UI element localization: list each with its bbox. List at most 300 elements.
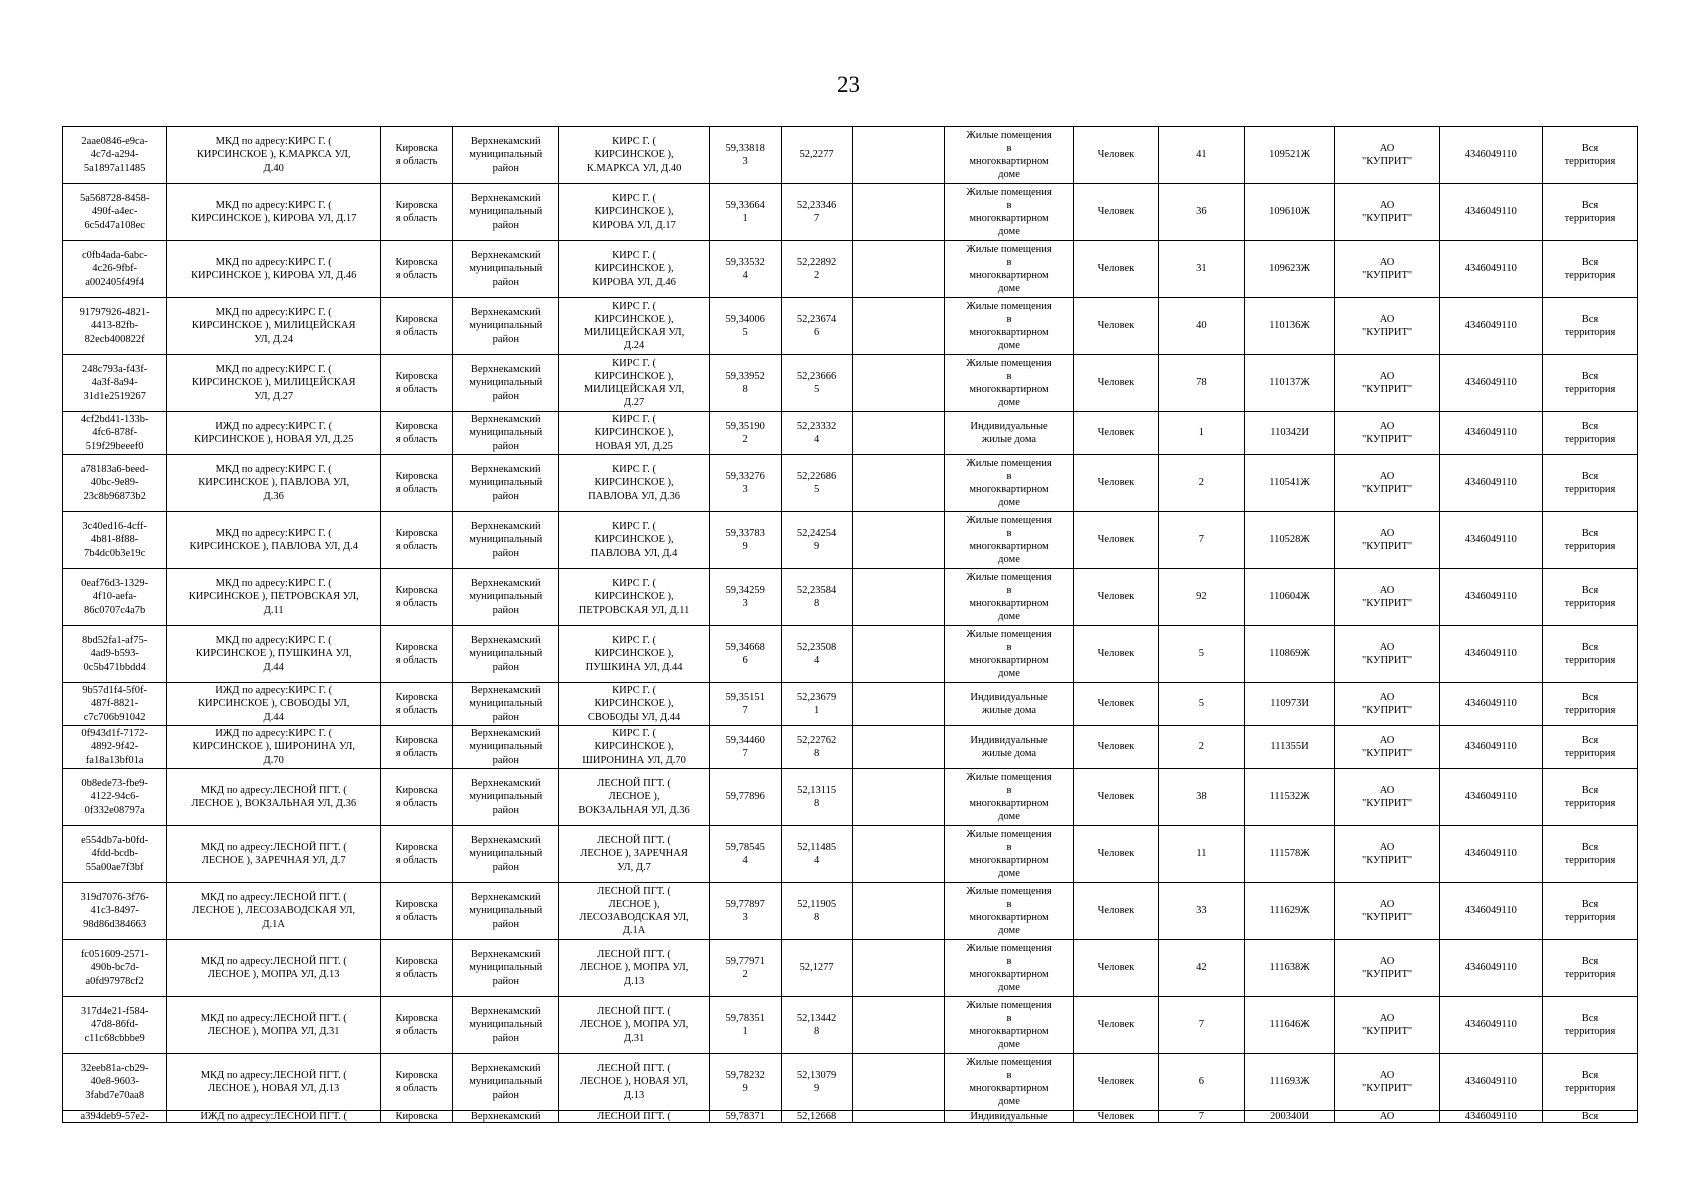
empty-cell — [852, 569, 945, 626]
organization-cell: АО "КУПРИТ" — [1335, 569, 1439, 626]
empty-cell — [852, 683, 945, 726]
object-name-cell: ИЖД по адресу:КИРС Г. ( КИРСИНСКОЕ ), ШИРОНИНА УЛ, Д.70 — [167, 726, 381, 769]
latitude-cell: 59,77897 3 — [709, 883, 781, 940]
count-cell: 2 — [1159, 726, 1245, 769]
latitude-cell: 59,34460 7 — [709, 726, 781, 769]
object-name-cell: МКД по адресу:КИРС Г. ( КИРСИНСКОЕ ), ПАВЛОВА УЛ, Д.36 — [167, 455, 381, 512]
object-id-cell: 32eeb81a-cb29- 40e8-9603- 3fabd7e70aa8 — [63, 1054, 167, 1111]
object-name-cell: МКД по адресу:КИРС Г. ( КИРСИНСКОЕ ), МИЛИЦЕЙСКАЯ УЛ, Д.24 — [167, 298, 381, 355]
address-cell: ЛЕСНОЙ ПГТ. ( ЛЕСНОЕ ), НОВАЯ УЛ, Д.13 — [559, 1054, 709, 1111]
territory-cell: Вся территория — [1542, 726, 1637, 769]
district-cell: Верхнекамский муниципальный район — [453, 940, 559, 997]
unit-cell: Человек — [1073, 412, 1159, 455]
object-name-cell: ИЖД по адресу:КИРС Г. ( КИРСИНСКОЕ ), НОВАЯ УЛ, Д.25 — [167, 412, 381, 455]
region-cell: Кировска я область — [381, 412, 453, 455]
object-name-cell: МКД по адресу:ЛЕСНОЙ ПГТ. ( ЛЕСНОЕ ), МОПРА УЛ, Д.13 — [167, 940, 381, 997]
region-cell: Кировска я область — [381, 298, 453, 355]
district-cell: Верхнекамский муниципальный район — [453, 1054, 559, 1111]
district-cell: Верхнекамский муниципальный район — [453, 241, 559, 298]
longitude-cell: 52,13115 8 — [781, 769, 852, 826]
empty-cell — [852, 455, 945, 512]
object-type-cell: Жилые помещения в многоквартирном доме — [945, 241, 1073, 298]
district-cell: Верхнекамский муниципальный район — [453, 883, 559, 940]
empty-cell — [852, 412, 945, 455]
object-id-cell: 2aae0846-e9ca- 4c7d-a294- 5a1897a11485 — [63, 127, 167, 184]
longitude-cell: 52,11485 4 — [781, 826, 852, 883]
object-name-cell: МКД по адресу:ЛЕСНОЙ ПГТ. ( ЛЕСНОЕ ), МОПРА УЛ, Д.31 — [167, 997, 381, 1054]
territory-cell: Вся территория — [1542, 512, 1637, 569]
registry-table — [62, 126, 1638, 1123]
page-number: 23 — [837, 72, 860, 97]
empty-cell — [852, 298, 945, 355]
territory-cell: Вся территория — [1542, 569, 1637, 626]
object-type-cell: Жилые помещения в многоквартирном доме — [945, 940, 1073, 997]
object-id-cell: a78183a6-beed- 40bc-9e89- 23c8b96873b2 — [63, 455, 167, 512]
latitude-cell: 59,34259 3 — [709, 569, 781, 626]
count-cell: 38 — [1159, 769, 1245, 826]
territory-cell: Вся территория — [1542, 940, 1637, 997]
table-row — [63, 512, 1638, 569]
object-id-cell: 319d7076-3f76- 41c3-8497- 98d86d384663 — [63, 883, 167, 940]
code-cell: 111638Ж — [1244, 940, 1335, 997]
inn-cell: 4346049110 — [1439, 826, 1542, 883]
code-cell: 111578Ж — [1244, 826, 1335, 883]
longitude-cell: 52,11905 8 — [781, 883, 852, 940]
count-cell: 7 — [1159, 1111, 1245, 1123]
inn-cell: 4346049110 — [1439, 1054, 1542, 1111]
district-cell: Верхнекамский муниципальный район — [453, 569, 559, 626]
unit-cell: Человек — [1073, 683, 1159, 726]
object-type-cell: Индивидуальные жилые дома — [945, 726, 1073, 769]
longitude-cell: 52,23584 8 — [781, 569, 852, 626]
object-type-cell: Индивидуальные жилые дома — [945, 683, 1073, 726]
unit-cell: Человек — [1073, 1111, 1159, 1123]
count-cell: 92 — [1159, 569, 1245, 626]
table-row — [63, 298, 1638, 355]
inn-cell: 4346049110 — [1439, 412, 1542, 455]
region-cell: Кировска я область — [381, 826, 453, 883]
table-row — [63, 412, 1638, 455]
empty-cell — [852, 826, 945, 883]
code-cell: 111693Ж — [1244, 1054, 1335, 1111]
district-cell: Верхнекамский муниципальный район — [453, 826, 559, 883]
object-id-cell: 0b8ede73-fbe9- 4122-94c6- 0f332e08797a — [63, 769, 167, 826]
table-row — [63, 455, 1638, 512]
organization-cell: АО — [1335, 1111, 1439, 1123]
object-id-cell: 4cf2bd41-133b- 4fc6-878f- 519f29beeef0 — [63, 412, 167, 455]
longitude-cell: 52,24254 9 — [781, 512, 852, 569]
organization-cell: АО "КУПРИТ" — [1335, 726, 1439, 769]
longitude-cell: 52,22892 2 — [781, 241, 852, 298]
unit-cell: Человек — [1073, 997, 1159, 1054]
code-cell: 111532Ж — [1244, 769, 1335, 826]
empty-cell — [852, 626, 945, 683]
count-cell: 5 — [1159, 683, 1245, 726]
empty-cell — [852, 997, 945, 1054]
count-cell: 36 — [1159, 184, 1245, 241]
object-id-cell: 8bd52fa1-af75- 4ad9-b593- 0c5b471bbdd4 — [63, 626, 167, 683]
code-cell: 110136Ж — [1244, 298, 1335, 355]
table-row — [63, 127, 1638, 184]
organization-cell: АО "КУПРИТ" — [1335, 412, 1439, 455]
object-type-cell: Жилые помещения в многоквартирном доме — [945, 1054, 1073, 1111]
region-cell: Кировска я область — [381, 241, 453, 298]
inn-cell: 4346049110 — [1439, 883, 1542, 940]
unit-cell: Человек — [1073, 355, 1159, 412]
count-cell: 31 — [1159, 241, 1245, 298]
count-cell: 41 — [1159, 127, 1245, 184]
territory-cell: Вся — [1542, 1111, 1637, 1123]
inn-cell: 4346049110 — [1439, 569, 1542, 626]
organization-cell: АО "КУПРИТ" — [1335, 455, 1439, 512]
object-name-cell: МКД по адресу:КИРС Г. ( КИРСИНСКОЕ ), МИЛИЦЕЙСКАЯ УЛ, Д.27 — [167, 355, 381, 412]
address-cell: ЛЕСНОЙ ПГТ. ( ЛЕСНОЕ ), ЛЕСОЗАВОДСКАЯ УЛ, Д.1А — [559, 883, 709, 940]
object-name-cell: МКД по адресу:КИРС Г. ( КИРСИНСКОЕ ), КИРОВА УЛ, Д.17 — [167, 184, 381, 241]
table-row — [63, 569, 1638, 626]
address-cell: ЛЕСНОЙ ПГТ. ( ЛЕСНОЕ ), ЗАРЕЧНАЯ УЛ, Д.7 — [559, 826, 709, 883]
object-name-cell: ИЖД по адресу:КИРС Г. ( КИРСИНСКОЕ ), СВОБОДЫ УЛ, Д.44 — [167, 683, 381, 726]
district-cell: Верхнекамский муниципальный район — [453, 355, 559, 412]
region-cell: Кировска я область — [381, 683, 453, 726]
address-cell: КИРС Г. ( КИРСИНСКОЕ ), ШИРОНИНА УЛ, Д.70 — [559, 726, 709, 769]
district-cell: Верхнекамский муниципальный район — [453, 455, 559, 512]
object-type-cell: Жилые помещения в многоквартирном доме — [945, 997, 1073, 1054]
code-cell: 110973И — [1244, 683, 1335, 726]
territory-cell: Вся территория — [1542, 1054, 1637, 1111]
region-cell: Кировска я область — [381, 726, 453, 769]
region-cell: Кировска я область — [381, 184, 453, 241]
inn-cell: 4346049110 — [1439, 184, 1542, 241]
longitude-cell: 52,22686 5 — [781, 455, 852, 512]
region-cell: Кировска я область — [381, 455, 453, 512]
latitude-cell: 59,34006 5 — [709, 298, 781, 355]
longitude-cell: 52,23674 6 — [781, 298, 852, 355]
unit-cell: Человек — [1073, 298, 1159, 355]
empty-cell — [852, 726, 945, 769]
district-cell: Верхнекамский муниципальный район — [453, 626, 559, 683]
district-cell: Верхнекамский муниципальный район — [453, 512, 559, 569]
longitude-cell: 52,13079 9 — [781, 1054, 852, 1111]
region-cell: Кировска я область — [381, 569, 453, 626]
address-cell: КИРС Г. ( КИРСИНСКОЕ ), ПУШКИНА УЛ, Д.44 — [559, 626, 709, 683]
table-row — [63, 184, 1638, 241]
territory-cell: Вся территория — [1542, 184, 1637, 241]
code-cell: 110137Ж — [1244, 355, 1335, 412]
object-type-cell: Жилые помещения в многоквартирном доме — [945, 769, 1073, 826]
count-cell: 11 — [1159, 826, 1245, 883]
table-row — [63, 355, 1638, 412]
territory-cell: Вся территория — [1542, 455, 1637, 512]
organization-cell: АО "КУПРИТ" — [1335, 127, 1439, 184]
table-row — [63, 626, 1638, 683]
latitude-cell: 59,33783 9 — [709, 512, 781, 569]
unit-cell: Человек — [1073, 127, 1159, 184]
district-cell: Верхнекамский муниципальный район — [453, 683, 559, 726]
empty-cell — [852, 512, 945, 569]
object-name-cell: МКД по адресу:ЛЕСНОЙ ПГТ. ( ЛЕСНОЕ ), НОВАЯ УЛ, Д.13 — [167, 1054, 381, 1111]
object-type-cell: Жилые помещения в многоквартирном доме — [945, 127, 1073, 184]
latitude-cell: 59,78232 9 — [709, 1054, 781, 1111]
object-name-cell: МКД по адресу:КИРС Г. ( КИРСИНСКОЕ ), ПЕТРОВСКАЯ УЛ, Д.11 — [167, 569, 381, 626]
empty-cell — [852, 883, 945, 940]
code-cell: 111629Ж — [1244, 883, 1335, 940]
object-name-cell: МКД по адресу:КИРС Г. ( КИРСИНСКОЕ ), К.МАРКСА УЛ, Д.40 — [167, 127, 381, 184]
unit-cell: Человек — [1073, 769, 1159, 826]
territory-cell: Вся территория — [1542, 883, 1637, 940]
count-cell: 5 — [1159, 626, 1245, 683]
unit-cell: Человек — [1073, 1054, 1159, 1111]
territory-cell: Вся территория — [1542, 626, 1637, 683]
longitude-cell: 52,12668 — [781, 1111, 852, 1123]
object-id-cell: a394deb9-57e2- — [63, 1111, 167, 1123]
code-cell: 110541Ж — [1244, 455, 1335, 512]
object-type-cell: Жилые помещения в многоквартирном доме — [945, 298, 1073, 355]
empty-cell — [852, 184, 945, 241]
longitude-cell: 52,23679 1 — [781, 683, 852, 726]
latitude-cell: 59,33532 4 — [709, 241, 781, 298]
district-cell: Верхнекамский муниципальный район — [453, 298, 559, 355]
object-type-cell: Жилые помещения в многоквартирном доме — [945, 512, 1073, 569]
empty-cell — [852, 769, 945, 826]
inn-cell: 4346049110 — [1439, 726, 1542, 769]
organization-cell: АО "КУПРИТ" — [1335, 241, 1439, 298]
count-cell: 1 — [1159, 412, 1245, 455]
table-row — [63, 826, 1638, 883]
object-id-cell: fc051609-2571- 490b-bc7d- a0fd97978cf2 — [63, 940, 167, 997]
region-cell: Кировска я область — [381, 940, 453, 997]
object-type-cell: Жилые помещения в многоквартирном доме — [945, 883, 1073, 940]
latitude-cell: 59,33818 3 — [709, 127, 781, 184]
unit-cell: Человек — [1073, 184, 1159, 241]
address-cell: КИРС Г. ( КИРСИНСКОЕ ), КИРОВА УЛ, Д.17 — [559, 184, 709, 241]
object-id-cell: 3c40ed16-4cff- 4b81-8f88- 7b4dc0b3e19c — [63, 512, 167, 569]
object-type-cell: Жилые помещения в многоквартирном доме — [945, 826, 1073, 883]
address-cell: КИРС Г. ( КИРСИНСКОЕ ), ПАВЛОВА УЛ, Д.4 — [559, 512, 709, 569]
longitude-cell: 52,2277 — [781, 127, 852, 184]
latitude-cell: 59,33276 3 — [709, 455, 781, 512]
empty-cell — [852, 1111, 945, 1123]
address-cell: КИРС Г. ( КИРСИНСКОЕ ), СВОБОДЫ УЛ, Д.44 — [559, 683, 709, 726]
organization-cell: АО "КУПРИТ" — [1335, 940, 1439, 997]
organization-cell: АО "КУПРИТ" — [1335, 626, 1439, 683]
empty-cell — [852, 127, 945, 184]
latitude-cell: 59,77971 2 — [709, 940, 781, 997]
region-cell: Кировска я область — [381, 1054, 453, 1111]
longitude-cell: 52,1277 — [781, 940, 852, 997]
organization-cell: АО "КУПРИТ" — [1335, 184, 1439, 241]
object-name-cell: МКД по адресу:КИРС Г. ( КИРСИНСКОЕ ), ПУШКИНА УЛ, Д.44 — [167, 626, 381, 683]
district-cell: Верхнекамский муниципальный район — [453, 769, 559, 826]
longitude-cell: 52,23332 4 — [781, 412, 852, 455]
table-row — [63, 940, 1638, 997]
inn-cell: 4346049110 — [1439, 683, 1542, 726]
code-cell: 109521Ж — [1244, 127, 1335, 184]
object-id-cell: e554db7a-b0fd- 4fdd-bcdb- 55a00ae7f3bf — [63, 826, 167, 883]
inn-cell: 4346049110 — [1439, 241, 1542, 298]
address-cell: КИРС Г. ( КИРСИНСКОЕ ), ПАВЛОВА УЛ, Д.36 — [559, 455, 709, 512]
count-cell: 40 — [1159, 298, 1245, 355]
organization-cell: АО "КУПРИТ" — [1335, 1054, 1439, 1111]
district-cell: Верхнекамский муниципальный район — [453, 412, 559, 455]
object-type-cell: Индивидуальные жилые дома — [945, 412, 1073, 455]
territory-cell: Вся территория — [1542, 683, 1637, 726]
object-id-cell: c0fb4ada-6abc- 4c26-9fbf- a002405f49f4 — [63, 241, 167, 298]
object-name-cell: МКД по адресу:ЛЕСНОЙ ПГТ. ( ЛЕСНОЕ ), ЗАРЕЧНАЯ УЛ, Д.7 — [167, 826, 381, 883]
object-type-cell: Жилые помещения в многоквартирном доме — [945, 184, 1073, 241]
latitude-cell: 59,33664 1 — [709, 184, 781, 241]
longitude-cell: 52,22762 8 — [781, 726, 852, 769]
organization-cell: АО "КУПРИТ" — [1335, 826, 1439, 883]
territory-cell: Вся территория — [1542, 997, 1637, 1054]
latitude-cell: 59,78351 1 — [709, 997, 781, 1054]
district-cell: Верхнекамский муниципальный район — [453, 127, 559, 184]
object-type-cell: Жилые помещения в многоквартирном доме — [945, 355, 1073, 412]
code-cell: 110869Ж — [1244, 626, 1335, 683]
territory-cell: Вся территория — [1542, 298, 1637, 355]
region-cell: Кировска я область — [381, 127, 453, 184]
organization-cell: АО "КУПРИТ" — [1335, 769, 1439, 826]
unit-cell: Человек — [1073, 940, 1159, 997]
latitude-cell: 59,35151 7 — [709, 683, 781, 726]
organization-cell: АО "КУПРИТ" — [1335, 298, 1439, 355]
address-cell: ЛЕСНОЙ ПГТ. ( ЛЕСНОЕ ), МОПРА УЛ, Д.31 — [559, 997, 709, 1054]
count-cell: 42 — [1159, 940, 1245, 997]
count-cell: 33 — [1159, 883, 1245, 940]
code-cell: 111355И — [1244, 726, 1335, 769]
inn-cell: 4346049110 — [1439, 512, 1542, 569]
object-type-cell: Жилые помещения в многоквартирном доме — [945, 569, 1073, 626]
region-cell: Кировска — [381, 1111, 453, 1123]
unit-cell: Человек — [1073, 569, 1159, 626]
inn-cell: 4346049110 — [1439, 997, 1542, 1054]
organization-cell: АО "КУПРИТ" — [1335, 355, 1439, 412]
object-id-cell: 5a568728-8458- 490f-a4ec- 6c5d47a108ec — [63, 184, 167, 241]
latitude-cell: 59,33952 8 — [709, 355, 781, 412]
inn-cell: 4346049110 — [1439, 298, 1542, 355]
region-cell: Кировска я область — [381, 626, 453, 683]
address-cell: ЛЕСНОЙ ПГТ. ( ЛЕСНОЕ ), МОПРА УЛ, Д.13 — [559, 940, 709, 997]
unit-cell: Человек — [1073, 455, 1159, 512]
table-row — [63, 1111, 1638, 1123]
table-row — [63, 769, 1638, 826]
territory-cell: Вся территория — [1542, 826, 1637, 883]
territory-cell: Вся территория — [1542, 241, 1637, 298]
empty-cell — [852, 241, 945, 298]
object-type-cell: Индивидуальные — [945, 1111, 1073, 1123]
region-cell: Кировска я область — [381, 997, 453, 1054]
address-cell: КИРС Г. ( КИРСИНСКОЕ ), МИЛИЦЕЙСКАЯ УЛ, Д.27 — [559, 355, 709, 412]
table-row — [63, 726, 1638, 769]
table-body — [63, 127, 1638, 1123]
address-cell: КИРС Г. ( КИРСИНСКОЕ ), МИЛИЦЕЙСКАЯ УЛ, Д.24 — [559, 298, 709, 355]
address-cell: КИРС Г. ( КИРСИНСКОЕ ), КИРОВА УЛ, Д.46 — [559, 241, 709, 298]
unit-cell: Человек — [1073, 241, 1159, 298]
table-row — [63, 683, 1638, 726]
inn-cell: 4346049110 — [1439, 455, 1542, 512]
object-name-cell: МКД по адресу:КИРС Г. ( КИРСИНСКОЕ ), КИРОВА УЛ, Д.46 — [167, 241, 381, 298]
address-cell: КИРС Г. ( КИРСИНСКОЕ ), ПЕТРОВСКАЯ УЛ, Д.11 — [559, 569, 709, 626]
object-id-cell: 0f943d1f-7172- 4892-9f42- fa18a13bf01a — [63, 726, 167, 769]
code-cell: 111646Ж — [1244, 997, 1335, 1054]
latitude-cell: 59,78371 — [709, 1111, 781, 1123]
territory-cell: Вся территория — [1542, 412, 1637, 455]
object-id-cell: 248c793a-f43f- 4a3f-8a94- 31d1e2519267 — [63, 355, 167, 412]
organization-cell: АО "КУПРИТ" — [1335, 997, 1439, 1054]
unit-cell: Человек — [1073, 512, 1159, 569]
district-cell: Верхнекамский муниципальный район — [453, 184, 559, 241]
count-cell: 78 — [1159, 355, 1245, 412]
object-id-cell: 0eaf76d3-1329- 4f10-aefa- 86c0707c4a7b — [63, 569, 167, 626]
territory-cell: Вся территория — [1542, 127, 1637, 184]
organization-cell: АО "КУПРИТ" — [1335, 883, 1439, 940]
code-cell: 110604Ж — [1244, 569, 1335, 626]
count-cell: 2 — [1159, 455, 1245, 512]
empty-cell — [852, 940, 945, 997]
latitude-cell: 59,34668 6 — [709, 626, 781, 683]
count-cell: 7 — [1159, 997, 1245, 1054]
inn-cell: 4346049110 — [1439, 355, 1542, 412]
region-cell: Кировска я область — [381, 512, 453, 569]
code-cell: 109623Ж — [1244, 241, 1335, 298]
unit-cell: Человек — [1073, 826, 1159, 883]
object-name-cell: МКД по адресу:ЛЕСНОЙ ПГТ. ( ЛЕСНОЕ ), ЛЕСОЗАВОДСКАЯ УЛ, Д.1А — [167, 883, 381, 940]
object-id-cell: 9b57d1f4-5f0f- 487f-8821- c7c706b91042 — [63, 683, 167, 726]
longitude-cell: 52,23346 7 — [781, 184, 852, 241]
object-id-cell: 91797926-4821- 4413-82fb- 82ecb400822f — [63, 298, 167, 355]
unit-cell: Человек — [1073, 883, 1159, 940]
organization-cell: АО "КУПРИТ" — [1335, 512, 1439, 569]
code-cell: 109610Ж — [1244, 184, 1335, 241]
latitude-cell: 59,77896 — [709, 769, 781, 826]
empty-cell — [852, 355, 945, 412]
code-cell: 110342И — [1244, 412, 1335, 455]
table-row — [63, 997, 1638, 1054]
object-name-cell: ИЖД по адресу:ЛЕСНОЙ ПГТ. ( — [167, 1111, 381, 1123]
table-row — [63, 1054, 1638, 1111]
organization-cell: АО "КУПРИТ" — [1335, 683, 1439, 726]
address-cell: ЛЕСНОЙ ПГТ. ( — [559, 1111, 709, 1123]
territory-cell: Вся территория — [1542, 769, 1637, 826]
territory-cell: Вся территория — [1542, 355, 1637, 412]
object-type-cell: Жилые помещения в многоквартирном доме — [945, 455, 1073, 512]
longitude-cell: 52,23508 4 — [781, 626, 852, 683]
inn-cell: 4346049110 — [1439, 1111, 1542, 1123]
longitude-cell: 52,13442 8 — [781, 997, 852, 1054]
address-cell: КИРС Г. ( КИРСИНСКОЕ ), НОВАЯ УЛ, Д.25 — [559, 412, 709, 455]
latitude-cell: 59,35190 2 — [709, 412, 781, 455]
inn-cell: 4346049110 — [1439, 626, 1542, 683]
address-cell: КИРС Г. ( КИРСИНСКОЕ ), К.МАРКСА УЛ, Д.40 — [559, 127, 709, 184]
district-cell: Верхнекамский муниципальный район — [453, 997, 559, 1054]
object-name-cell: МКД по адресу:ЛЕСНОЙ ПГТ. ( ЛЕСНОЕ ), ВОКЗАЛЬНАЯ УЛ, Д.36 — [167, 769, 381, 826]
region-cell: Кировска я область — [381, 769, 453, 826]
object-name-cell: МКД по адресу:КИРС Г. ( КИРСИНСКОЕ ), ПАВЛОВА УЛ, Д.4 — [167, 512, 381, 569]
district-cell: Верхнекамский муниципальный район — [453, 726, 559, 769]
region-cell: Кировска я область — [381, 883, 453, 940]
unit-cell: Человек — [1073, 626, 1159, 683]
object-id-cell: 317d4e21-f584- 47d8-86fd- c11c68cbbbe9 — [63, 997, 167, 1054]
inn-cell: 4346049110 — [1439, 127, 1542, 184]
address-cell: ЛЕСНОЙ ПГТ. ( ЛЕСНОЕ ), ВОКЗАЛЬНАЯ УЛ, Д.36 — [559, 769, 709, 826]
code-cell: 200340И — [1244, 1111, 1335, 1123]
object-type-cell: Жилые помещения в многоквартирном доме — [945, 626, 1073, 683]
latitude-cell: 59,78545 4 — [709, 826, 781, 883]
count-cell: 6 — [1159, 1054, 1245, 1111]
inn-cell: 4346049110 — [1439, 769, 1542, 826]
code-cell: 110528Ж — [1244, 512, 1335, 569]
longitude-cell: 52,23666 5 — [781, 355, 852, 412]
region-cell: Кировска я область — [381, 355, 453, 412]
